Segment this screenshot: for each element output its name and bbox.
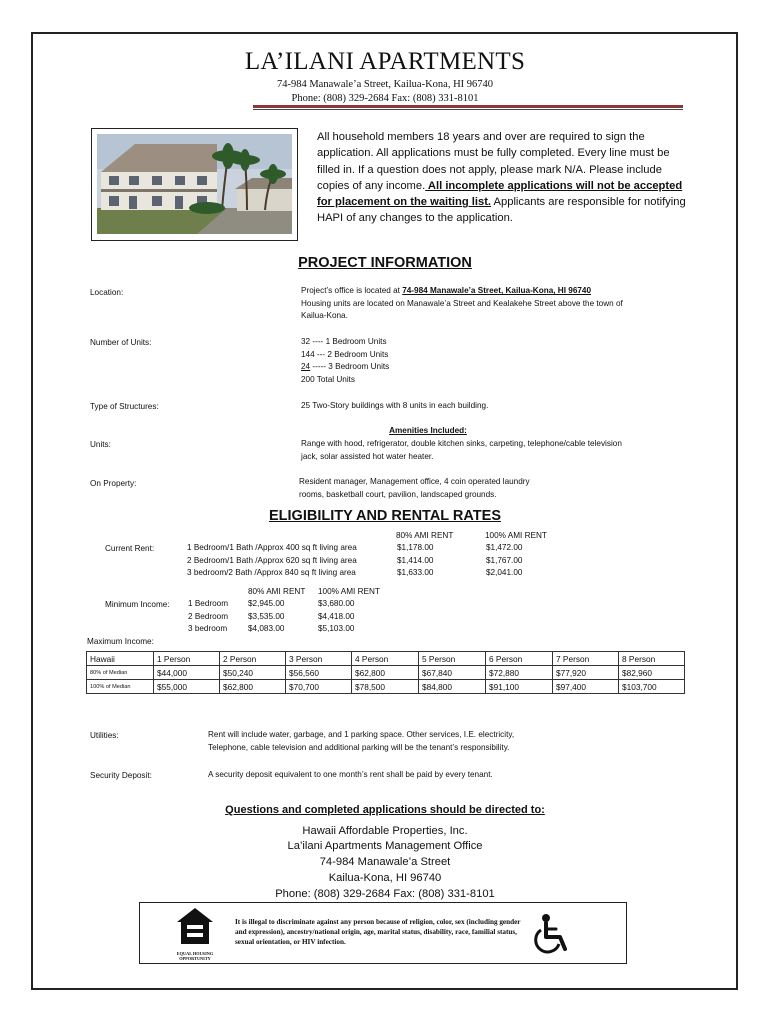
- table-cell: $82,960: [619, 666, 685, 680]
- apartment-photo: [91, 128, 298, 241]
- contact-heading: Questions and completed applications should be directed to:: [225, 804, 545, 816]
- min-col-80-header: 80% AMI RENT: [248, 587, 306, 596]
- min-income-80: [248, 598, 284, 636]
- utilities-line1: Rent will include water, garbage, and 1 parking space. Other services, I.E. electricity,: [208, 730, 515, 739]
- structures-value: 25 Two-Story buildings with 8 units in each building.: [301, 401, 489, 410]
- equal-housing-caption: EQUAL HOUSING OPPORTUNITY: [176, 951, 214, 961]
- rent-100-value: $1,472.00: [486, 543, 523, 552]
- header-address: 74-984 Manawale’a Street, Kailua-Kona, HI 96740: [276, 79, 494, 90]
- table-cell: $97,400: [553, 680, 619, 694]
- table-cell: $77,920: [553, 666, 619, 680]
- header-rule-thin: [253, 109, 683, 110]
- table-cell: $78,500: [352, 680, 419, 694]
- table-cell: $62,800: [220, 680, 286, 694]
- max-income-label: Maximum Income:: [87, 637, 154, 646]
- contact-phone-fax: Phone: (808) 329-2684 Fax: (808) 331-8101: [275, 887, 495, 900]
- table-header-cell: 4 Person: [352, 652, 419, 666]
- table-cell: $67,840: [419, 666, 486, 680]
- units-amenities-line1: Range with hood, refrigerator, double kitchen sinks, carpeting, telephone/cable television: [301, 439, 622, 448]
- rent-80-value: $1,633.00: [397, 568, 434, 578]
- rent-80-value: $1,414.00: [397, 555, 434, 565]
- location-value: [301, 285, 701, 323]
- table-cell: $84,800: [419, 680, 486, 694]
- table-cell: $55,000: [154, 680, 220, 694]
- property-line2: rooms, basketball court, pavilion, landscaped grounds.: [299, 489, 497, 499]
- page-title: LA’ILANI APARTMENTS: [244, 48, 526, 75]
- units-amenities-label: Units:: [90, 440, 111, 449]
- table-header-cell: 7 Person: [553, 652, 619, 666]
- table-header-cell: 8 Person: [619, 652, 685, 666]
- min-income-80-value: $3,535.00: [248, 611, 285, 621]
- table-row-label: 100% of Median: [87, 680, 154, 694]
- min-income-80-value: $4,083.00: [248, 624, 285, 634]
- units-count-label: Number of Units:: [90, 338, 152, 347]
- min-income-label: Minimum Income:: [105, 600, 170, 609]
- table-row: [87, 680, 685, 694]
- discrimination-notice: It is illegal to discriminate against any person because of religion, color, sex (including gender and expression), ancestry/national origin, age, marital status, disability, race, familial status, sexual orientation, or HIV infection.: [235, 918, 521, 946]
- current-rent-label: Current Rent:: [105, 544, 155, 553]
- min-income-units: [188, 598, 228, 636]
- table-cell: $91,100: [486, 680, 553, 694]
- deposit-value: A security deposit equivalent to one month’s rent shall be paid by every tenant.: [208, 770, 493, 779]
- rent-100-value: $1,767.00: [486, 555, 523, 565]
- rent-unit-list: [187, 542, 357, 580]
- rent-100-value: $2,041.00: [486, 568, 523, 578]
- min-income-100: [318, 598, 354, 636]
- units-2br: 144 --- 2 Bedroom Units: [301, 349, 389, 359]
- property-line1: Resident manager, Management office, 4 coin operated laundry: [299, 477, 530, 486]
- table-header-cell: 3 Person: [286, 652, 352, 666]
- table-header-cell: 6 Person: [486, 652, 553, 666]
- table-cell: $103,700: [619, 680, 685, 694]
- min-income-unit: 2 Bedroom: [188, 611, 229, 621]
- table-row: [87, 666, 685, 680]
- units-3br-label: ----- 3 Bedroom Units: [310, 362, 390, 372]
- property-label: On Property:: [90, 479, 137, 488]
- amenities-heading: Amenities Included:: [389, 426, 467, 435]
- table-header-cell: 2 Person: [220, 652, 286, 666]
- apartment-building-illustration: [97, 134, 302, 245]
- min-income-100-value: $4,418.00: [318, 611, 355, 621]
- intro-warning: All incomplete applications will not be accepted for placement on the waiting list.: [317, 179, 683, 209]
- table-cell: $56,560: [286, 666, 352, 680]
- location-line2: Housing units are located on Manawale’a Street and Kealakehe Street above the town of: [301, 298, 623, 308]
- table-header-cell: 1 Person: [154, 652, 220, 666]
- contact-company: Hawaii Affordable Properties, Inc.: [302, 824, 468, 837]
- header-rule: [253, 105, 683, 108]
- rent-unit: 3 bedroom/2 Bath /Approx 840 sq ft living area: [187, 568, 356, 578]
- contact-office: La’ilani Apartments Management Office: [287, 840, 483, 853]
- units-3br-count: 24: [301, 362, 311, 372]
- max-income-table: [86, 651, 685, 694]
- table-row-label: 80% of Median: [87, 666, 154, 680]
- property-value: [299, 476, 530, 501]
- location-label: Location:: [90, 288, 124, 297]
- location-prefix: Project’s office is located at: [301, 286, 403, 295]
- table-cell: $44,000: [154, 666, 220, 680]
- rent-col-80-header: 80% AMI RENT: [396, 531, 454, 540]
- rent-unit: 2 Bedroom/1 Bath /Approx 620 sq ft living area: [187, 555, 357, 565]
- table-cell: $50,240: [220, 666, 286, 680]
- table-cell: $70,700: [286, 680, 352, 694]
- eligibility-heading: ELIGIBILITY AND RENTAL RATES: [268, 508, 501, 524]
- table-header-row: [87, 652, 685, 666]
- contact-block: [0, 803, 770, 902]
- project-info-heading: PROJECT INFORMATION: [298, 255, 472, 271]
- rent-80-value: $1,178.00: [397, 543, 434, 552]
- utilities-line2: Telephone, cable television and additional parking will be the tenant’s responsibility.: [208, 742, 510, 752]
- location-line3: Kailua-Kona.: [301, 311, 348, 321]
- rent-100-list: [486, 542, 522, 580]
- units-total: 200 Total Units: [301, 374, 356, 384]
- contact-street: 74-984 Manawale’a Street: [319, 856, 451, 869]
- utilities-value: [208, 729, 514, 754]
- wheelchair-icon: [532, 913, 574, 955]
- min-income-80-value: $2,945.00: [248, 599, 285, 608]
- deposit-label: Security Deposit:: [90, 771, 152, 780]
- table-cell: $72,880: [486, 666, 553, 680]
- location-address: 74-984 Manawale’a Street, Kailua-Kona, HI 96740: [402, 286, 592, 295]
- rent-unit: 1 Bedroom/1 Bath /Approx 400 sq ft living area: [187, 543, 357, 552]
- units-1br: 32 ---- 1 Bedroom Units: [301, 337, 387, 346]
- intro-text: All household members 18 years and over are required to sign the application. All applications must be fully completed. Every line must be filled in. If a question does not apply, please mark N/A. Please include copies of any income.: [317, 131, 670, 192]
- intro-paragraph: [317, 129, 687, 227]
- min-income-unit: 1 Bedroom: [188, 599, 229, 608]
- fair-housing-banner: [139, 902, 627, 964]
- table-cell: $62,800: [352, 666, 419, 680]
- min-income-100-value: $5,103.00: [318, 624, 355, 634]
- table-header-cell: Hawaii: [87, 652, 154, 666]
- units-amenities-value: [301, 438, 701, 463]
- units-amenities-line2: jack, solar assisted hot water heater.: [301, 451, 434, 461]
- utilities-label: Utilities:: [90, 731, 119, 740]
- intro-text-end: Applicants are responsible for notifying HAPI of any changes to the application.: [317, 196, 686, 225]
- min-income-100-value: $3,680.00: [318, 599, 355, 608]
- min-col-100-header: 100% AMI RENT: [318, 587, 380, 596]
- contact-city: Kailua-Kona, HI 96740: [328, 871, 442, 884]
- equal-housing-logo: [166, 906, 224, 961]
- structures-label: Type of Structures:: [90, 402, 159, 411]
- table-header-cell: 5 Person: [419, 652, 486, 666]
- rent-80-list: [397, 542, 433, 580]
- header-phone-fax: Phone: (808) 329-2684 Fax: (808) 331-8101: [291, 93, 479, 104]
- units-count-list: [301, 336, 389, 386]
- rent-col-100-header: 100% AMI RENT: [485, 531, 547, 540]
- units-3br: [301, 361, 389, 374]
- equal-housing-icon: [175, 906, 215, 946]
- min-income-unit: 3 bedroom: [188, 624, 228, 634]
